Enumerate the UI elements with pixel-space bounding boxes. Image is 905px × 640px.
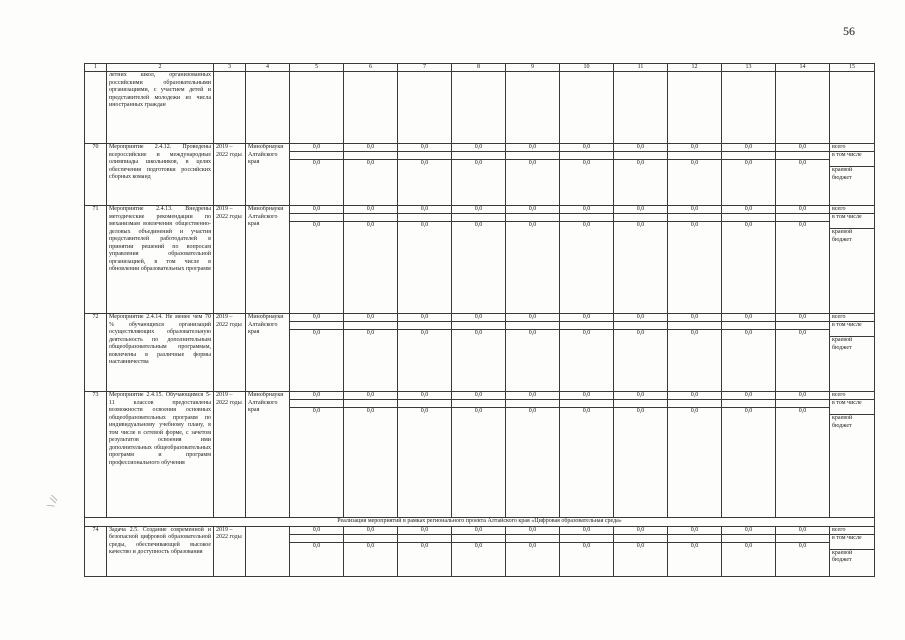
value-total: 0,0 bbox=[614, 392, 667, 400]
value-cell bbox=[452, 526, 506, 576]
value-regional: 0,0 bbox=[528, 222, 537, 228]
value-cell bbox=[560, 392, 614, 518]
value-cell bbox=[290, 206, 344, 314]
column-number: 10 bbox=[560, 64, 614, 72]
value-total: 0,0 bbox=[452, 527, 505, 535]
value-cell bbox=[506, 392, 560, 518]
value-spacer bbox=[668, 400, 721, 408]
column-number: 7 bbox=[398, 64, 452, 72]
source-total: всего bbox=[830, 144, 874, 152]
value-spacer bbox=[776, 214, 829, 222]
value-spacer bbox=[452, 535, 505, 543]
row-number: 73 bbox=[85, 392, 107, 518]
value-regional: 0,0 bbox=[690, 160, 699, 166]
source-regional: краевой бюджет bbox=[832, 415, 853, 429]
value-regional: 0,0 bbox=[474, 160, 483, 166]
value-total: 0,0 bbox=[560, 392, 613, 400]
value-spacer bbox=[722, 535, 775, 543]
value-cell bbox=[398, 392, 452, 518]
value-cell bbox=[398, 72, 452, 144]
source-regional: краевой бюджет bbox=[832, 229, 853, 243]
executor bbox=[246, 526, 290, 576]
value-regional: 0,0 bbox=[420, 160, 429, 166]
value-total: 0,0 bbox=[290, 392, 343, 400]
column-number: 12 bbox=[668, 64, 722, 72]
value-spacer bbox=[344, 400, 397, 408]
value-spacer bbox=[506, 152, 559, 160]
value-regional: 0,0 bbox=[690, 222, 699, 228]
value-regional: 0,0 bbox=[528, 408, 537, 414]
value-regional: 0,0 bbox=[582, 542, 591, 549]
value-regional: 0,0 bbox=[798, 542, 807, 549]
value-regional: 0,0 bbox=[474, 542, 483, 549]
value-cell bbox=[344, 72, 398, 144]
value-spacer bbox=[614, 152, 667, 160]
value-total: 0,0 bbox=[506, 144, 559, 152]
value-spacer bbox=[344, 152, 397, 160]
funding-source bbox=[830, 392, 875, 518]
funding-source bbox=[830, 144, 875, 206]
value-regional: 0,0 bbox=[528, 542, 537, 549]
value-total: 0,0 bbox=[668, 206, 721, 214]
period bbox=[214, 72, 246, 144]
value-total: 0,0 bbox=[722, 527, 775, 535]
source-total: всего bbox=[830, 314, 874, 322]
table-row bbox=[85, 206, 875, 314]
activity-description: Задача 2.5. Создание современной и безопасной цифровой образовательной среды, обеспечивающей высокое качество и доступность образования bbox=[107, 526, 214, 576]
page-number: 56 bbox=[843, 24, 855, 38]
value-total: 0,0 bbox=[776, 392, 829, 400]
source-including: в том числе bbox=[830, 535, 874, 550]
value-cell bbox=[560, 314, 614, 392]
value-cell bbox=[290, 72, 344, 144]
value-total: 0,0 bbox=[506, 392, 559, 400]
value-cell bbox=[506, 314, 560, 392]
value-cell bbox=[614, 314, 668, 392]
value-spacer bbox=[506, 322, 559, 330]
value-spacer bbox=[452, 152, 505, 160]
column-number: 9 bbox=[506, 64, 560, 72]
value-spacer bbox=[398, 535, 451, 543]
value-regional: 0,0 bbox=[582, 330, 591, 336]
value-total: 0,0 bbox=[560, 314, 613, 322]
column-number: 13 bbox=[722, 64, 776, 72]
value-spacer bbox=[614, 400, 667, 408]
value-spacer bbox=[614, 322, 667, 330]
value-spacer bbox=[614, 214, 667, 222]
value-cell bbox=[560, 144, 614, 206]
value-spacer bbox=[560, 152, 613, 160]
value-cell bbox=[344, 392, 398, 518]
value-regional: 0,0 bbox=[474, 222, 483, 228]
value-total: 0,0 bbox=[668, 392, 721, 400]
value-spacer bbox=[344, 322, 397, 330]
value-regional: 0,0 bbox=[690, 408, 699, 414]
value-cell bbox=[398, 144, 452, 206]
value-total: 0,0 bbox=[290, 206, 343, 214]
value-regional: 0,0 bbox=[366, 408, 375, 414]
value-cell bbox=[506, 72, 560, 144]
value-regional: 0,0 bbox=[636, 222, 645, 228]
activity-description: Мероприятие 2.4.12. Проведены всероссийские и международные олимпиады школьников, в целях обеспечения подготовки российских сборных команд bbox=[107, 144, 214, 206]
value-total: 0,0 bbox=[398, 392, 451, 400]
value-regional: 0,0 bbox=[744, 542, 753, 549]
value-total: 0,0 bbox=[668, 527, 721, 535]
value-spacer bbox=[290, 152, 343, 160]
executor: Минобрнауки Алтайского края bbox=[246, 206, 290, 314]
value-cell bbox=[776, 206, 830, 314]
value-cell bbox=[560, 526, 614, 576]
value-total: 0,0 bbox=[614, 314, 667, 322]
value-regional: 0,0 bbox=[798, 330, 807, 336]
value-cell bbox=[614, 392, 668, 518]
value-regional: 0,0 bbox=[312, 222, 321, 228]
period: 2019 – 2022 годы bbox=[214, 206, 246, 314]
value-cell bbox=[506, 144, 560, 206]
column-number: 4 bbox=[246, 64, 290, 72]
activity-description: Мероприятие 2.4.14. Не менее чем 70 % обучающихся организаций осуществляющих образовательную деятельность по дополнительным общеобразовательным программам, вовлечены в различные формы наставничества bbox=[107, 314, 214, 392]
value-regional: 0,0 bbox=[798, 160, 807, 166]
value-cell bbox=[668, 206, 722, 314]
value-cell bbox=[722, 72, 776, 144]
activity-description: Мероприятие 2.4.15. Обучающимся 5-11 классов предоставлены возможности освоения основных общеобразовательных программ по индивидуальному учебному плану, в том числе в сетевой форме, с зачетом результатов освоения ими дополнительных общеобразовательных программ и программ профессионального обучения bbox=[107, 392, 214, 518]
value-cell bbox=[452, 392, 506, 518]
value-spacer bbox=[506, 214, 559, 222]
source-including: в том числе bbox=[830, 400, 874, 415]
value-spacer bbox=[776, 535, 829, 543]
executor: Минобрнауки Алтайского края bbox=[246, 392, 290, 518]
value-total: 0,0 bbox=[614, 144, 667, 152]
value-total: 0,0 bbox=[506, 527, 559, 535]
value-cell bbox=[776, 392, 830, 518]
value-cell bbox=[344, 526, 398, 576]
value-spacer bbox=[668, 214, 721, 222]
section-row bbox=[85, 518, 875, 527]
value-regional: 0,0 bbox=[366, 330, 375, 336]
value-regional: 0,0 bbox=[636, 542, 645, 549]
value-regional: 0,0 bbox=[312, 330, 321, 336]
value-total: 0,0 bbox=[398, 144, 451, 152]
value-cell bbox=[668, 144, 722, 206]
value-spacer bbox=[452, 214, 505, 222]
value-spacer bbox=[560, 322, 613, 330]
source-regional: краевой бюджет bbox=[832, 549, 853, 563]
budget-table bbox=[84, 63, 875, 577]
value-spacer bbox=[290, 322, 343, 330]
value-cell bbox=[452, 72, 506, 144]
value-total: 0,0 bbox=[344, 527, 397, 535]
value-total: 0,0 bbox=[344, 144, 397, 152]
value-regional: 0,0 bbox=[366, 222, 375, 228]
value-total: 0,0 bbox=[722, 206, 775, 214]
column-number: 2 bbox=[107, 64, 214, 72]
executor: Минобрнауки Алтайского края bbox=[246, 144, 290, 206]
value-spacer bbox=[506, 400, 559, 408]
value-cell bbox=[506, 206, 560, 314]
value-total: 0,0 bbox=[506, 314, 559, 322]
value-regional: 0,0 bbox=[690, 542, 699, 549]
value-spacer bbox=[290, 214, 343, 222]
value-cell bbox=[344, 144, 398, 206]
value-cell bbox=[776, 144, 830, 206]
value-spacer bbox=[290, 400, 343, 408]
value-cell bbox=[614, 144, 668, 206]
value-regional: 0,0 bbox=[420, 330, 429, 336]
value-cell bbox=[452, 144, 506, 206]
margin-mark: \ // bbox=[45, 494, 61, 510]
value-total: 0,0 bbox=[452, 314, 505, 322]
value-cell bbox=[560, 206, 614, 314]
table-row bbox=[85, 314, 875, 392]
value-cell bbox=[398, 206, 452, 314]
value-regional: 0,0 bbox=[744, 330, 753, 336]
row-number bbox=[85, 72, 107, 144]
value-regional: 0,0 bbox=[420, 222, 429, 228]
value-spacer bbox=[668, 322, 721, 330]
value-spacer bbox=[722, 214, 775, 222]
value-spacer bbox=[776, 322, 829, 330]
value-cell bbox=[290, 392, 344, 518]
value-total: 0,0 bbox=[776, 206, 829, 214]
value-regional: 0,0 bbox=[366, 542, 375, 549]
funding-source bbox=[830, 526, 875, 576]
value-spacer bbox=[560, 214, 613, 222]
table-row bbox=[85, 526, 875, 576]
value-cell bbox=[776, 72, 830, 144]
value-cell bbox=[614, 206, 668, 314]
value-regional: 0,0 bbox=[690, 330, 699, 336]
column-number: 3 bbox=[214, 64, 246, 72]
value-total: 0,0 bbox=[776, 527, 829, 535]
value-spacer bbox=[290, 535, 343, 543]
value-spacer bbox=[722, 400, 775, 408]
value-spacer bbox=[452, 400, 505, 408]
value-total: 0,0 bbox=[722, 314, 775, 322]
value-spacer bbox=[668, 535, 721, 543]
value-regional: 0,0 bbox=[474, 408, 483, 414]
value-cell bbox=[560, 72, 614, 144]
value-total: 0,0 bbox=[452, 206, 505, 214]
row-number: 71 bbox=[85, 206, 107, 314]
value-cell bbox=[290, 144, 344, 206]
source-total: всего bbox=[830, 392, 874, 400]
value-regional: 0,0 bbox=[636, 408, 645, 414]
value-total: 0,0 bbox=[452, 144, 505, 152]
row-number: 72 bbox=[85, 314, 107, 392]
value-total: 0,0 bbox=[398, 527, 451, 535]
source-including: в том числе bbox=[830, 214, 874, 229]
value-regional: 0,0 bbox=[798, 222, 807, 228]
period: 2019 – 2022 годы bbox=[214, 526, 246, 576]
value-cell bbox=[722, 392, 776, 518]
value-cell bbox=[668, 72, 722, 144]
column-number: 5 bbox=[290, 64, 344, 72]
value-cell bbox=[398, 314, 452, 392]
source-including: в том числе bbox=[830, 322, 874, 337]
value-total: 0,0 bbox=[776, 314, 829, 322]
value-regional: 0,0 bbox=[744, 222, 753, 228]
value-cell bbox=[452, 314, 506, 392]
value-regional: 0,0 bbox=[312, 542, 321, 549]
value-total: 0,0 bbox=[290, 527, 343, 535]
value-total: 0,0 bbox=[722, 392, 775, 400]
value-spacer bbox=[560, 535, 613, 543]
value-spacer bbox=[506, 535, 559, 543]
value-spacer bbox=[398, 214, 451, 222]
value-cell bbox=[668, 314, 722, 392]
value-total: 0,0 bbox=[668, 314, 721, 322]
value-total: 0,0 bbox=[398, 206, 451, 214]
value-regional: 0,0 bbox=[582, 222, 591, 228]
value-regional: 0,0 bbox=[798, 408, 807, 414]
value-regional: 0,0 bbox=[636, 330, 645, 336]
source-including: в том числе bbox=[830, 152, 874, 167]
value-total: 0,0 bbox=[506, 206, 559, 214]
table-row bbox=[85, 144, 875, 206]
funding-source bbox=[830, 314, 875, 392]
value-regional: 0,0 bbox=[420, 542, 429, 549]
value-spacer bbox=[776, 400, 829, 408]
value-spacer bbox=[452, 322, 505, 330]
column-number: 8 bbox=[452, 64, 506, 72]
period: 2019 – 2022 годы bbox=[214, 144, 246, 206]
value-total: 0,0 bbox=[614, 527, 667, 535]
value-cell bbox=[290, 314, 344, 392]
value-total: 0,0 bbox=[614, 206, 667, 214]
value-spacer bbox=[398, 152, 451, 160]
value-cell bbox=[668, 526, 722, 576]
column-number: 6 bbox=[344, 64, 398, 72]
value-total: 0,0 bbox=[560, 527, 613, 535]
value-cell bbox=[290, 526, 344, 576]
value-regional: 0,0 bbox=[528, 330, 537, 336]
value-spacer bbox=[398, 400, 451, 408]
value-spacer bbox=[344, 214, 397, 222]
column-number: 1 bbox=[85, 64, 107, 72]
value-total: 0,0 bbox=[290, 314, 343, 322]
header-row bbox=[85, 64, 875, 72]
column-number: 15 bbox=[830, 64, 875, 72]
table-row bbox=[85, 392, 875, 518]
value-regional: 0,0 bbox=[366, 160, 375, 166]
value-cell bbox=[614, 526, 668, 576]
value-cell bbox=[776, 314, 830, 392]
value-cell bbox=[722, 144, 776, 206]
value-total: 0,0 bbox=[560, 144, 613, 152]
value-cell bbox=[722, 314, 776, 392]
row-number: 70 bbox=[85, 144, 107, 206]
value-spacer bbox=[614, 535, 667, 543]
value-total: 0,0 bbox=[344, 206, 397, 214]
value-cell bbox=[452, 206, 506, 314]
value-spacer bbox=[560, 400, 613, 408]
value-regional: 0,0 bbox=[312, 160, 321, 166]
table-row bbox=[85, 72, 875, 144]
value-spacer bbox=[722, 152, 775, 160]
value-total: 0,0 bbox=[398, 314, 451, 322]
value-total: 0,0 bbox=[722, 144, 775, 152]
value-spacer bbox=[722, 322, 775, 330]
value-cell bbox=[506, 526, 560, 576]
value-regional: 0,0 bbox=[636, 160, 645, 166]
value-cell bbox=[344, 206, 398, 314]
source-total: всего bbox=[830, 206, 874, 214]
column-number: 14 bbox=[776, 64, 830, 72]
activity-description: летних школ, организованных российскими образовательными организациями, с участием детей и представителей молодежи из числа иностранных граждан bbox=[107, 72, 214, 144]
period: 2019 – 2022 годы bbox=[214, 392, 246, 518]
executor: Минобрнауки Алтайского края bbox=[246, 314, 290, 392]
value-total: 0,0 bbox=[344, 392, 397, 400]
value-cell bbox=[722, 526, 776, 576]
value-total: 0,0 bbox=[560, 206, 613, 214]
value-cell bbox=[344, 314, 398, 392]
column-number: 11 bbox=[614, 64, 668, 72]
value-total: 0,0 bbox=[344, 314, 397, 322]
value-regional: 0,0 bbox=[744, 160, 753, 166]
value-regional: 0,0 bbox=[474, 330, 483, 336]
value-regional: 0,0 bbox=[744, 408, 753, 414]
section-title: Реализация мероприятий в рамках регионального проекта Алтайского края «Цифровая образовательная среда» bbox=[85, 518, 875, 527]
value-regional: 0,0 bbox=[582, 408, 591, 414]
value-spacer bbox=[776, 152, 829, 160]
value-cell bbox=[614, 72, 668, 144]
source-regional: краевой бюджет bbox=[832, 167, 853, 181]
value-total: 0,0 bbox=[668, 144, 721, 152]
funding-source bbox=[830, 206, 875, 314]
value-total: 0,0 bbox=[290, 144, 343, 152]
activity-description: Мероприятие 2.4.13. Внедрены методические рекомендации по механизмам вовлечения общественно-деловых объединений и участия представителей работодателей в принятии решений по вопросам управления образовательной организацией, в том числе в обновлении образовательных программ bbox=[107, 206, 214, 314]
value-cell bbox=[398, 526, 452, 576]
value-total: 0,0 bbox=[776, 144, 829, 152]
period: 2019 – 2022 годы bbox=[214, 314, 246, 392]
executor bbox=[246, 72, 290, 144]
value-regional: 0,0 bbox=[528, 160, 537, 166]
value-regional: 0,0 bbox=[582, 160, 591, 166]
row-number: 74 bbox=[85, 526, 107, 576]
source-total: всего bbox=[830, 527, 874, 535]
value-spacer bbox=[398, 322, 451, 330]
source-regional: краевой бюджет bbox=[832, 337, 853, 351]
value-total: 0,0 bbox=[452, 392, 505, 400]
value-regional: 0,0 bbox=[420, 408, 429, 414]
value-cell bbox=[722, 206, 776, 314]
value-cell bbox=[668, 392, 722, 518]
value-cell bbox=[776, 526, 830, 576]
value-regional: 0,0 bbox=[312, 408, 321, 414]
value-spacer bbox=[344, 535, 397, 543]
funding-source bbox=[830, 72, 875, 144]
value-spacer bbox=[668, 152, 721, 160]
